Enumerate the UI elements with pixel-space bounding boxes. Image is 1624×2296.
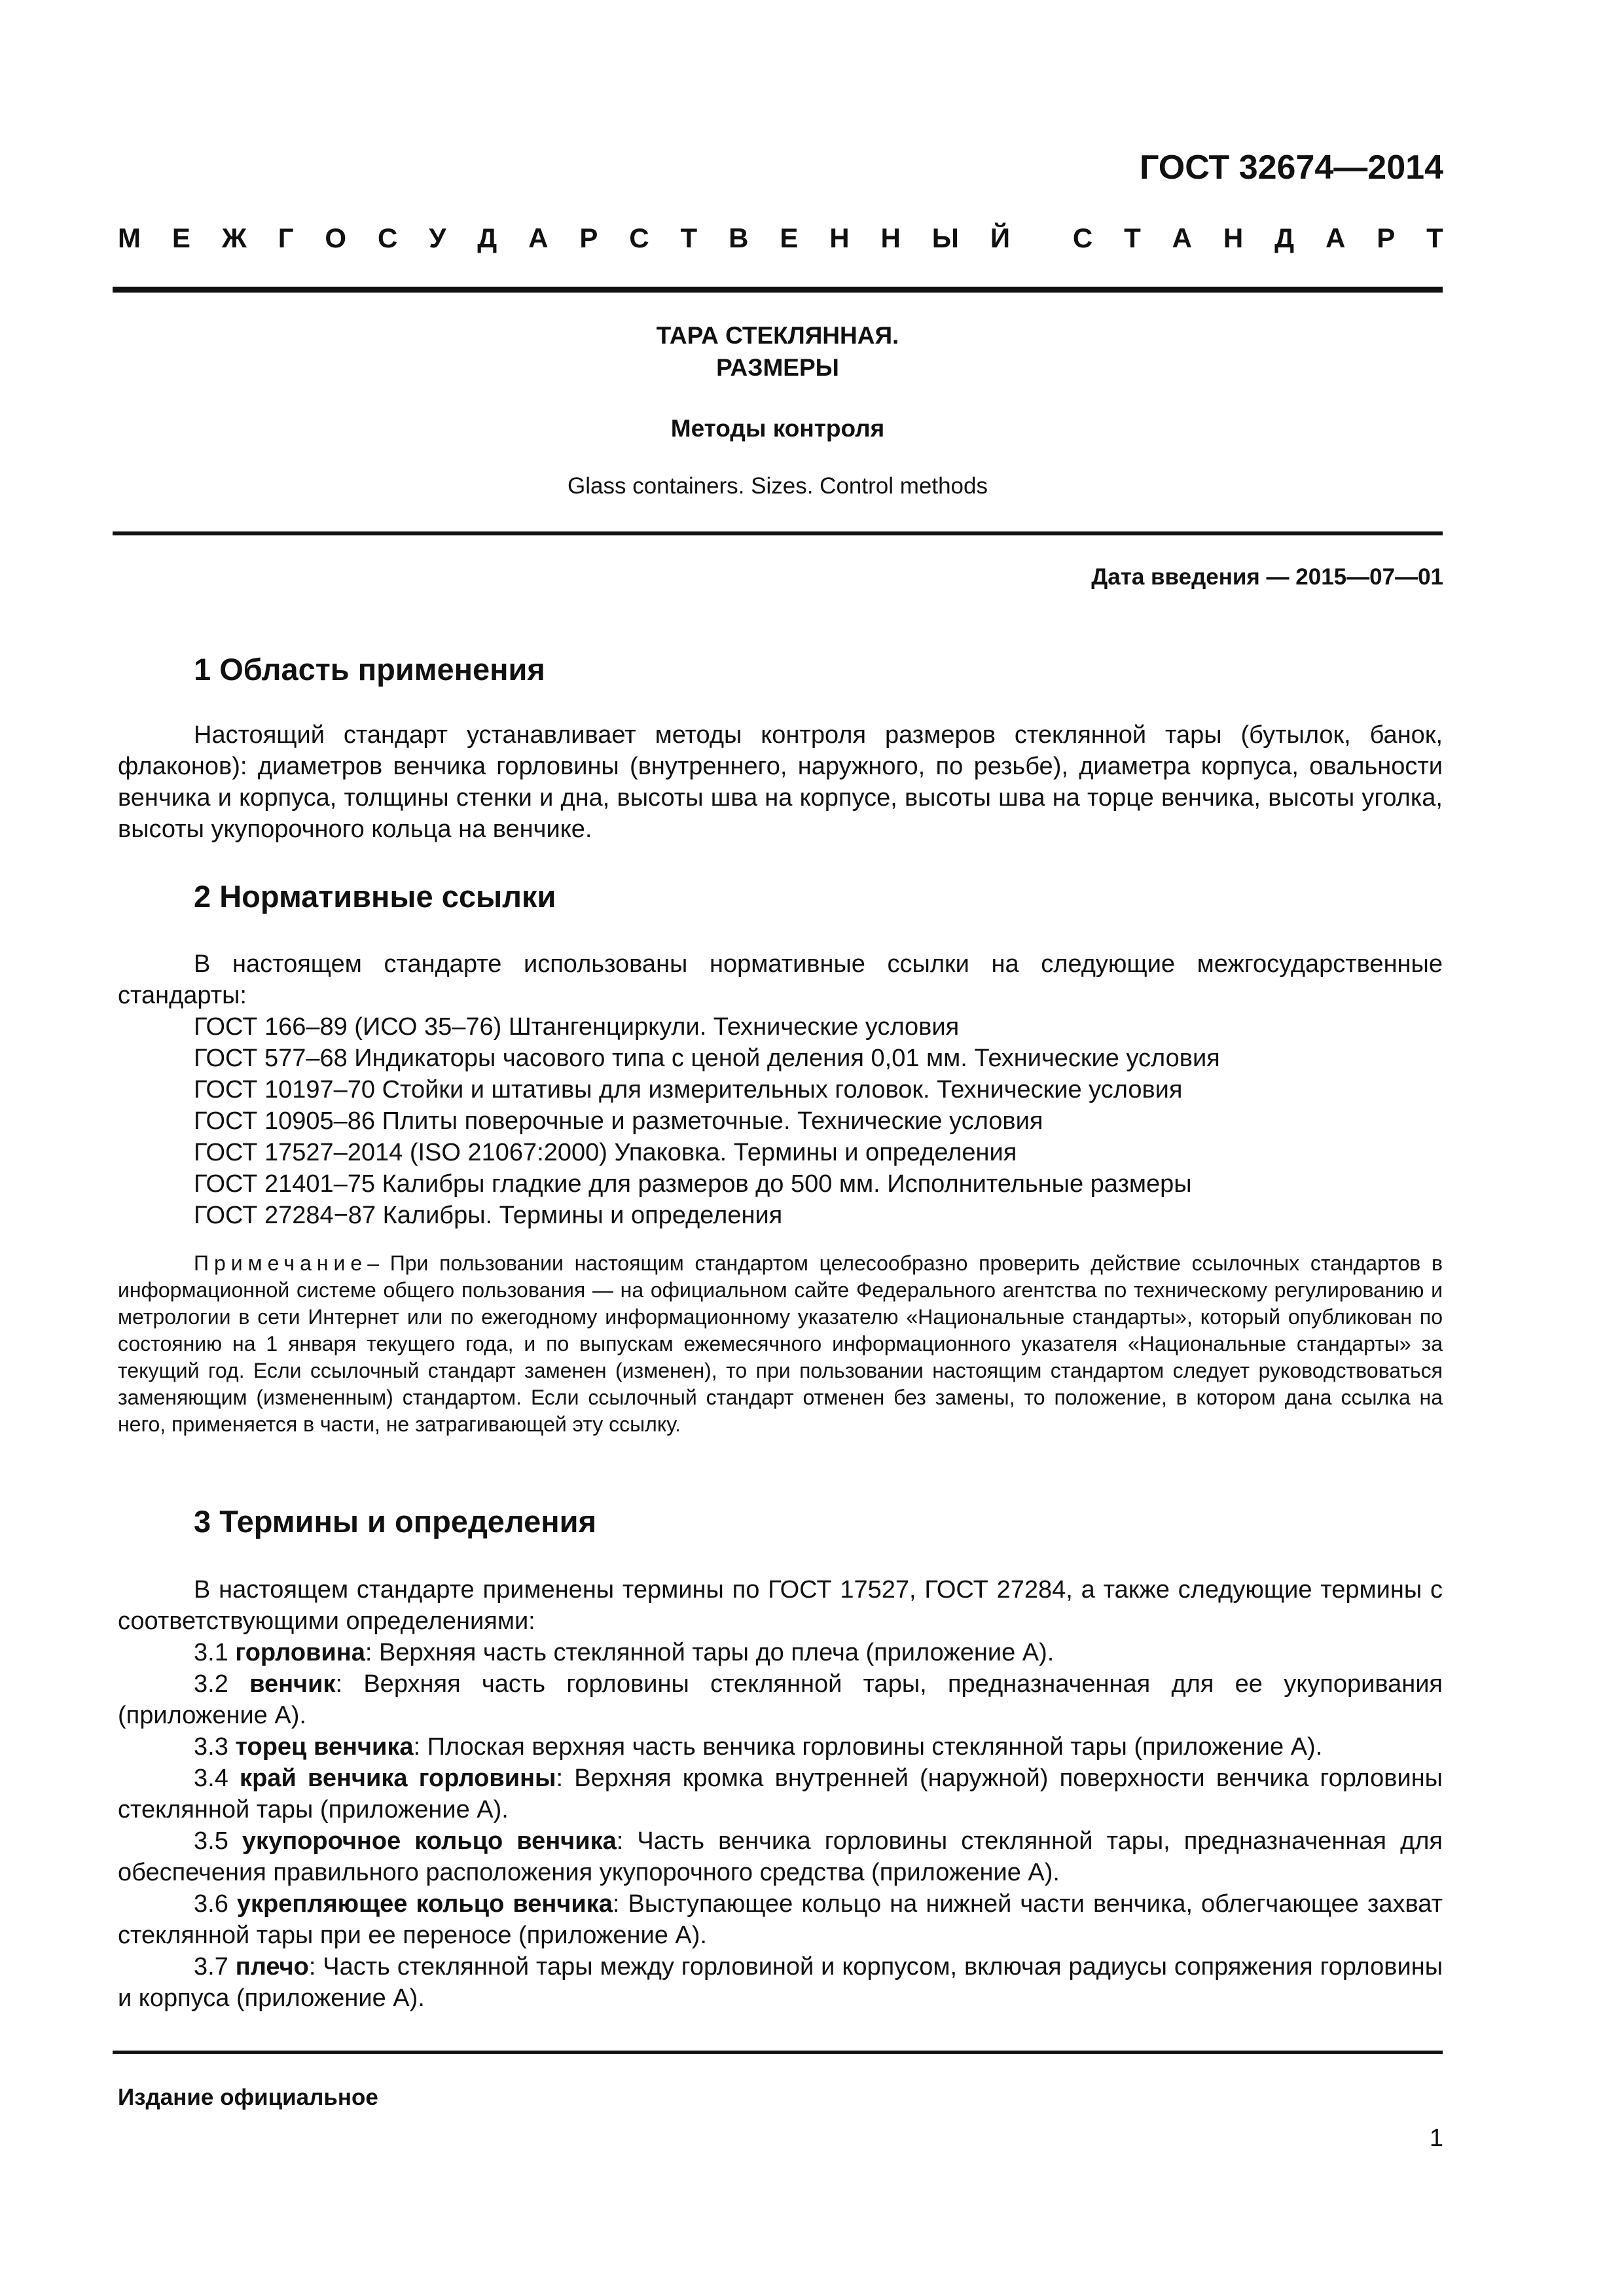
section-heading-references: 2 Нормативные ссылки: [194, 879, 556, 914]
term-text: : Часть венчика горловины стеклянной тары, предназначенная для обеспечения правильного расположения укупорочного средства (приложение А).: [118, 1827, 1443, 1886]
term-number: 3.3: [194, 1733, 228, 1761]
kind-letter: Ж: [221, 223, 247, 253]
kind-letter: А: [528, 223, 549, 253]
section-heading-scope: 1 Область применения: [194, 652, 545, 687]
term-name: укрепляющее кольцо венчика: [236, 1890, 613, 1918]
references-intro: В настоящем стандарте использованы нормативные ссылки на следующие межгосударственные стандарты:: [118, 950, 1443, 1009]
section-heading-terms: 3 Термины и определения: [194, 1504, 596, 1539]
kind-letter: С: [629, 223, 649, 253]
document-number: ГОСТ 32674—2014: [1140, 149, 1443, 187]
term-name: край венчика горловины: [240, 1765, 556, 1792]
kind-letter: Й: [990, 223, 1010, 253]
term-text: : Верхняя часть стеклянной тары до плеча (приложение А).: [365, 1639, 1055, 1666]
term-number: 3.5: [194, 1827, 228, 1855]
reference-item: ГОСТ 10905–86 Плиты поверочные и разметочные. Технические условия: [194, 1107, 1043, 1135]
term-number: 3.2: [194, 1670, 228, 1698]
term-name: укупорочное кольцо венчика: [242, 1827, 617, 1855]
kind-letter: С: [1072, 223, 1093, 253]
term-text: : Часть стеклянной тары между горловиной и корпусом, включая радиусы сопряжения горловины и корпуса (приложение А).: [118, 1953, 1443, 2012]
term-definition: [118, 1763, 1443, 1825]
kind-letter: Д: [477, 223, 497, 253]
reference-item: ГОСТ 27284−87 Калибры. Термины и определения: [194, 1202, 783, 1229]
term-definition: [118, 1637, 1443, 1668]
title-rule: [113, 531, 1443, 535]
term-definition: [118, 1825, 1443, 1888]
terms-intro: В настоящем стандарте применены термины по ГОСТ 17527, ГОСТ 27284, а также следующие термины с соответствующими определениями:: [118, 1576, 1443, 1635]
english-title: Glass containers. Sizes. Control methods: [568, 473, 988, 499]
terms-list: [118, 1637, 1443, 2014]
term-text: : Плоская верхняя часть венчика горловины стеклянной тары (приложение А).: [413, 1733, 1323, 1761]
term-text: : Выступающее кольцо на нижней части венчика, облегчающее захват стеклянной тары при ее переносе (приложение А).: [118, 1890, 1443, 1949]
reference-item: ГОСТ 577–68 Индикаторы часового типа с ценой деления 0,01 мм. Технические условия: [194, 1045, 1220, 1072]
kind-letter: Р: [1377, 223, 1396, 253]
note-text: – При пользовании настоящим стандартом целесообразно проверить действие ссылочных стандартов в информационной системе общего пользования — на официальном сайте Федерального агентства по техническому регулированию и метрологии в сети Интернет или по ежегодному информационному указателю «Национальные стандарты», который опубликован по состоянию на 1 января текущего года, и по выпускам ежемесячного информационного указателя «Национальные стандарты» за текущий год. Если ссылочный стандарт заменен (изменен), то при пользовании настоящим стандартом следует руководствоваться заменяющим (измененным) стандартом. Если ссылочный стандарт отменен без замены, то положение, в котором дана ссылка на него, применяется в части, не затрагивающей эту ссылку.: [118, 1251, 1443, 1436]
kind-letter: Е: [171, 223, 190, 253]
standard-kind-line: [118, 223, 1443, 254]
kind-letter: Т: [680, 223, 698, 253]
kind-letter: О: [325, 223, 347, 253]
document-title-line-2: РАЗМЕРЫ: [716, 354, 839, 381]
document-subtitle: Методы контроля: [670, 415, 885, 442]
kind-letter: А: [1172, 223, 1192, 253]
kind-letter: У: [429, 223, 446, 253]
page-number: 1: [1429, 2125, 1443, 2152]
header-rule: [113, 287, 1443, 293]
term-definition: [118, 1888, 1443, 1951]
term-number: 3.4: [194, 1765, 228, 1792]
term-text: : Верхняя часть горловины стеклянной тары, предназначенная для ее укупоривания (приложение А).: [118, 1670, 1443, 1729]
kind-letter: Г: [278, 223, 294, 253]
term-text: : Верхняя кромка внутренней (наружной) поверхности венчика горловины стеклянной тары (приложение А).: [118, 1765, 1443, 1823]
term-name: венчик: [249, 1670, 336, 1698]
note-label: Примечание: [194, 1251, 368, 1275]
reference-item: ГОСТ 10197–70 Стойки и штативы для измерительных головок. Технические условия: [194, 1076, 1183, 1103]
edition-label: Издание официальное: [118, 2085, 378, 2110]
kind-letter: А: [1325, 223, 1346, 253]
reference-item: ГОСТ 166–89 (ИСО 35–76) Штангенциркули. Технические условия: [194, 1013, 960, 1041]
scope-paragraph: Настоящий стандарт устанавливает методы контроля размеров стеклянной тары (бутылок, банок, флаконов): диаметров венчика горловины (внутреннего, наружного, по резьбе), диаметра корпуса, овальности венчика и корпуса, толщины стенки и дна, высоты шва на корпусе, высоты шва на торце венчика, высоты уголка, высоты укупорочного кольца на венчике.: [118, 721, 1443, 843]
references-note: [118, 1250, 1443, 1438]
kind-letter: Н: [829, 223, 850, 253]
term-definition: [118, 1668, 1443, 1731]
term-number: 3.1: [194, 1639, 228, 1666]
footer-rule: [113, 2051, 1443, 2054]
reference-list: [194, 1011, 1220, 1231]
term-name: торец венчика: [235, 1733, 414, 1761]
kind-letter: Н: [880, 223, 901, 253]
term-number: 3.7: [194, 1953, 228, 1981]
kind-letter: Т: [1426, 223, 1443, 253]
kind-letter: Е: [780, 223, 799, 253]
kind-letter: С: [378, 223, 398, 253]
term-name: плечо: [235, 1953, 309, 1981]
kind-letter: Т: [1124, 223, 1141, 253]
term-definition: [118, 1731, 1443, 1763]
reference-item: ГОСТ 17527–2014 (ISO 21067:2000) Упаковка. Термины и определения: [194, 1139, 1017, 1166]
term-definition: [118, 1951, 1443, 2014]
kind-letter: М: [118, 223, 141, 253]
kind-letter: Р: [579, 223, 598, 253]
kind-letter: Д: [1274, 223, 1295, 253]
document-title-line-1: ТАРА СТЕКЛЯННАЯ.: [656, 322, 899, 349]
introduction-date: Дата введения — 2015—07—01: [1091, 564, 1443, 590]
kind-letter: Н: [1223, 223, 1244, 253]
reference-item: ГОСТ 21401–75 Калибры гладкие для размеров до 500 мм. Исполнительные размеры: [194, 1170, 1192, 1198]
term-number: 3.6: [194, 1890, 228, 1918]
term-name: горловина: [235, 1639, 365, 1666]
kind-letter: Ы: [931, 223, 959, 253]
kind-letter: В: [729, 223, 749, 253]
